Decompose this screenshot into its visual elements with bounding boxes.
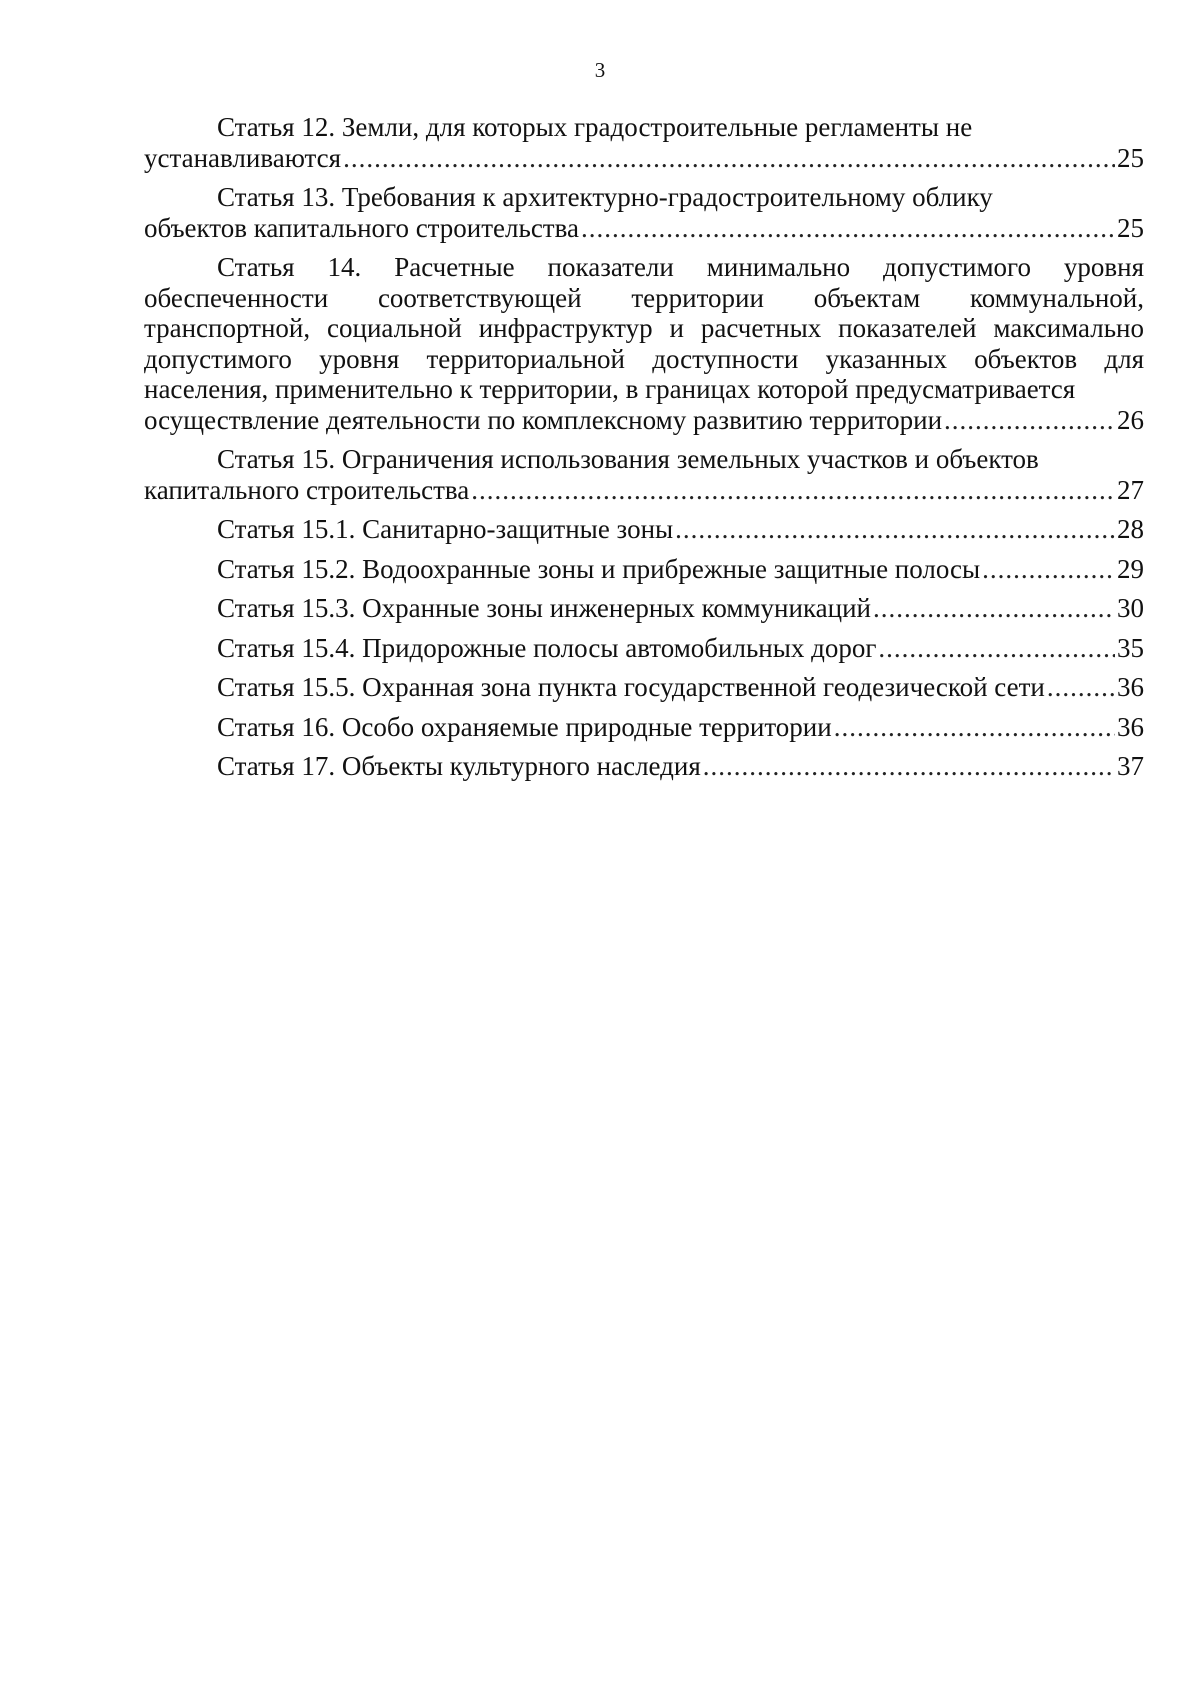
toc-entry-title-end: устанавливаются	[144, 142, 342, 173]
dot-leader	[1047, 672, 1115, 703]
toc-page-number: 25	[1117, 212, 1144, 243]
toc-entry-line: Статья 14. Расчетные показатели минимально допустимого уровня	[217, 252, 1144, 282]
toc-entry-last-line	[144, 143, 1144, 174]
toc-entry-title: Статья 15.2. Водоохранные зоны и прибрежные защитные полосы	[217, 553, 981, 584]
toc-entry-title: Статья 15.5. Охранная зона пункта государственной геодезической сети	[217, 672, 1045, 702]
toc-entry-line: населения, применительно к территории, в границах которой предусматривается	[144, 374, 1076, 404]
dot-leader	[878, 633, 1115, 664]
dot-leader	[703, 751, 1115, 782]
toc-entry-title: Статья 16. Особо охраняемые природные территории	[217, 711, 832, 742]
toc-entry-article-12[interactable]	[144, 112, 1144, 173]
toc-page-number: 36	[1117, 711, 1144, 742]
toc-page-number: 36	[1117, 672, 1144, 702]
toc-entry-last-line	[144, 213, 1144, 244]
toc-page-number: 30	[1117, 593, 1144, 623]
dot-leader	[873, 593, 1115, 624]
toc-entry-title: Статья 15.4. Придорожные полосы автомобильных дорог	[217, 632, 877, 663]
toc-entry-last-line	[144, 405, 1144, 436]
toc-entry-article-15-5[interactable]	[144, 672, 1144, 703]
dot-leader	[581, 213, 1115, 244]
toc-entry-title: Статья 15. Ограничения использования земельных участков и объектов	[217, 444, 1039, 474]
toc-entry-title: Статья 15.1. Санитарно-защитные зоны	[217, 514, 674, 544]
toc-entry-title	[144, 252, 1144, 405]
toc-page-number: 35	[1117, 632, 1144, 663]
page-number: 3	[594, 58, 606, 82]
toc-entry-last-line	[144, 475, 1144, 506]
toc-page-number: 27	[1117, 474, 1144, 505]
toc-entry-title: Статья 15.3. Охранные зоны инженерных коммуникаций	[217, 593, 871, 623]
toc-entry-article-15-3[interactable]	[144, 593, 1144, 624]
toc-entry-article-13[interactable]	[144, 182, 1144, 243]
toc-entry-article-15-2[interactable]	[144, 554, 1144, 585]
dot-leader	[675, 514, 1115, 545]
toc-page-number: 29	[1117, 553, 1144, 584]
toc-entry-article-14[interactable]	[144, 252, 1144, 435]
toc-entry-title-end: капитального строительства	[144, 474, 470, 505]
toc-entry-line: допустимого уровня территориальной доступности указанных объектов для	[144, 343, 1144, 374]
toc-entry-title: Статья 17. Объекты культурного наследия	[217, 751, 701, 781]
toc-entry-title-end: объектов капитального строительства	[144, 212, 579, 243]
toc-entry-line: транспортной, социальной инфраструктур и расчетных показателей максимально	[144, 313, 1144, 343]
toc-entry-article-16[interactable]	[144, 712, 1144, 743]
toc-entry-title: Статья 12. Земли, для которых градостроительные регламенты не	[217, 112, 973, 142]
dot-leader	[982, 554, 1115, 585]
toc-page-number: 37	[1117, 751, 1144, 781]
dot-leader	[834, 712, 1115, 743]
dot-leader	[471, 475, 1115, 506]
toc-entry-article-15-4[interactable]	[144, 633, 1144, 664]
toc-entry-article-17[interactable]	[144, 751, 1144, 782]
toc-entry-title: Статья 13. Требования к архитектурно-градостроительному облику	[217, 182, 993, 212]
toc-entry-title-end: осуществление деятельности по комплексному развитию территории	[144, 404, 943, 435]
toc-page-number: 26	[1117, 404, 1144, 435]
toc-entry-article-15[interactable]	[144, 444, 1144, 505]
toc-entry-article-15-1[interactable]	[144, 514, 1144, 545]
toc-entry-line: обеспеченности соответствующей территории объектам коммунальной,	[144, 282, 1144, 313]
dot-leader	[944, 405, 1115, 436]
dot-leader	[343, 143, 1115, 174]
toc-page-number: 28	[1117, 514, 1144, 544]
toc-page-number: 25	[1117, 142, 1144, 173]
table-of-contents	[144, 112, 1144, 791]
